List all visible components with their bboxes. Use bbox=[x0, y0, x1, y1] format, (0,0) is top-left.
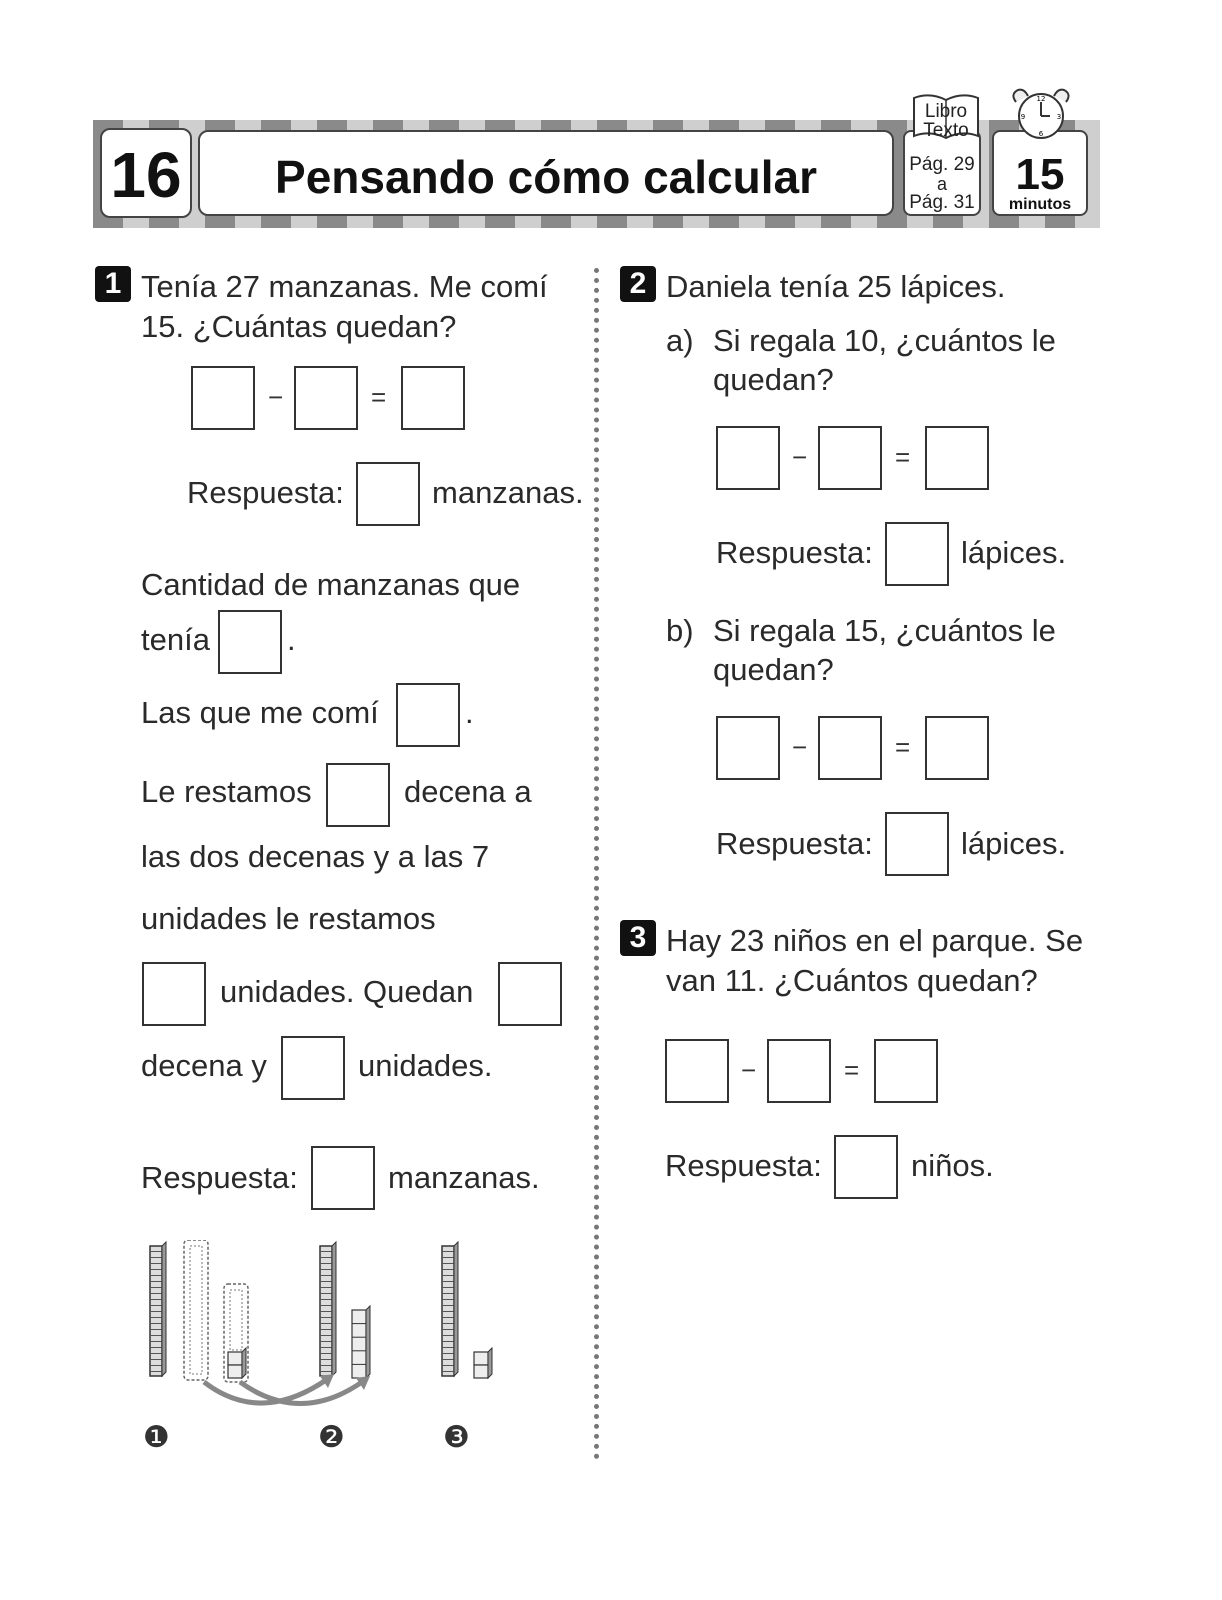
q3-minuend-box[interactable] bbox=[665, 1039, 729, 1103]
q3-equals: = bbox=[844, 1055, 860, 1085]
q2b-answer-label: Respuesta: bbox=[716, 826, 873, 861]
pages-a: a bbox=[936, 174, 947, 194]
q1-minuend-box[interactable] bbox=[191, 366, 255, 430]
q1-badge: 1 bbox=[95, 266, 131, 302]
q1-minus: − bbox=[268, 382, 284, 412]
q1-result-box[interactable] bbox=[401, 366, 465, 430]
q1-equals: = bbox=[371, 382, 387, 412]
pages-from: Pág. 29 bbox=[909, 154, 975, 175]
minutes-label: minutos bbox=[1008, 196, 1072, 213]
q2a-answer-unit: lápices. bbox=[961, 535, 1067, 570]
q1-answer2-label: Respuesta: bbox=[141, 1160, 298, 1195]
arrow-icon bbox=[204, 1380, 326, 1403]
alarm-clock-icon bbox=[1006, 86, 1076, 146]
step2-marker: ❷ bbox=[318, 1421, 345, 1454]
q2b-result-box[interactable] bbox=[925, 716, 989, 780]
q1-answer-box[interactable] bbox=[356, 462, 420, 526]
q2a-minuend-box[interactable] bbox=[716, 426, 780, 490]
q1-guide-unidades-end: unidades. bbox=[358, 1048, 493, 1083]
q2a-line2: quedan? bbox=[713, 362, 834, 397]
q1-guide-dot1: . bbox=[287, 622, 296, 657]
q2b-subtrahend-box[interactable] bbox=[818, 716, 882, 780]
pages-to: Pág. 31 bbox=[909, 192, 975, 213]
step3-ten-rod bbox=[442, 1242, 458, 1376]
q1-guide-decena-a: decena a bbox=[404, 774, 532, 809]
q2a-answer-label: Respuesta: bbox=[716, 535, 873, 570]
q1-answer2-unit: manzanas. bbox=[388, 1160, 540, 1195]
column-divider bbox=[594, 268, 599, 1460]
clock-6: 6 bbox=[1038, 130, 1044, 138]
title-card bbox=[198, 130, 894, 216]
q1-guide-tenia: tenía bbox=[141, 622, 210, 657]
q1-guide-line1: Cantidad de manzanas que bbox=[141, 567, 521, 602]
book-label-1: Libro bbox=[924, 101, 968, 122]
q2a-answer-box[interactable] bbox=[885, 522, 949, 586]
q2a-equals: = bbox=[895, 442, 911, 472]
clock-12: 12 bbox=[1036, 95, 1046, 103]
q2a-minus: − bbox=[792, 442, 808, 472]
q1-subtrahend-box[interactable] bbox=[294, 366, 358, 430]
q3-subtrahend-box[interactable] bbox=[767, 1039, 831, 1103]
q2a-line1: Si regala 10, ¿cuántos le bbox=[713, 323, 1056, 358]
step1-unit-cubes bbox=[224, 1284, 248, 1382]
q2b-minuend-box[interactable] bbox=[716, 716, 780, 780]
base-ten-blocks-illustration bbox=[140, 1240, 520, 1430]
q1-guide-unidades-quedan: unidades. Quedan bbox=[220, 974, 474, 1009]
step2-unit-cubes bbox=[352, 1306, 370, 1378]
q3-answer-unit: niños. bbox=[911, 1148, 994, 1183]
q1-guide-dot2: . bbox=[465, 695, 474, 730]
page-title: Pensando cómo calcular bbox=[275, 151, 817, 203]
q1-guide-decena-y: decena y bbox=[141, 1048, 267, 1083]
q2b-answer-box[interactable] bbox=[885, 812, 949, 876]
q3-text-line1: Hay 23 niños en el parque. Se bbox=[666, 923, 1084, 958]
clock-9: 9 bbox=[1020, 113, 1026, 121]
q1-text-line1: Tenía 27 manzanas. Me comí bbox=[141, 269, 548, 304]
q3-text-line2: van 11. ¿Cuántos quedan? bbox=[666, 963, 1038, 998]
q2b-label: b) bbox=[666, 613, 694, 648]
step1-dotted-ten-rod bbox=[184, 1240, 208, 1380]
q2a-subtrahend-box[interactable] bbox=[818, 426, 882, 490]
q2b-answer-unit: lápices. bbox=[961, 826, 1067, 861]
q2a-label: a) bbox=[666, 323, 694, 358]
q1-quedan-unidades-box[interactable] bbox=[281, 1036, 345, 1100]
step1-ten-rod bbox=[150, 1242, 166, 1376]
q2-badge: 2 bbox=[620, 266, 656, 302]
q1-unidades-box[interactable] bbox=[142, 962, 206, 1026]
q2b-line1: Si regala 15, ¿cuántos le bbox=[713, 613, 1056, 648]
q1-quedan-decena-box[interactable] bbox=[498, 962, 562, 1026]
q1-tenia-box[interactable] bbox=[218, 610, 282, 674]
q1-answer2-box[interactable] bbox=[311, 1146, 375, 1210]
step3-marker: ❸ bbox=[443, 1421, 470, 1454]
q1-text-line2: 15. ¿Cuántas quedan? bbox=[141, 309, 457, 344]
lesson-number: 16 bbox=[110, 139, 182, 211]
clock-3: 3 bbox=[1056, 113, 1062, 121]
q3-result-box[interactable] bbox=[874, 1039, 938, 1103]
q2a-result-box[interactable] bbox=[925, 426, 989, 490]
lesson-number-card bbox=[100, 128, 192, 218]
q3-answer-label: Respuesta: bbox=[665, 1148, 822, 1183]
q1-guide-comi: Las que me comí bbox=[141, 695, 379, 730]
q1-comi-box[interactable] bbox=[396, 683, 460, 747]
minutes-value: 15 bbox=[1015, 150, 1065, 199]
q1-guide-unidades-le: unidades le restamos bbox=[141, 901, 436, 936]
book-label-2: Texto bbox=[923, 120, 969, 141]
q1-guide-restamos: Le restamos bbox=[141, 774, 312, 809]
q2-intro: Daniela tenía 25 lápices. bbox=[666, 269, 1006, 304]
q3-answer-box[interactable] bbox=[834, 1135, 898, 1199]
q2b-equals: = bbox=[895, 732, 911, 762]
q1-answer-label: Respuesta: bbox=[187, 475, 344, 510]
q1-answer-unit: manzanas. bbox=[432, 475, 584, 510]
q3-minus: − bbox=[741, 1055, 757, 1085]
q2b-line2: quedan? bbox=[713, 652, 834, 687]
step3-unit-cubes bbox=[474, 1348, 492, 1378]
q3-badge: 3 bbox=[620, 920, 656, 956]
step1-marker: ❶ bbox=[143, 1421, 170, 1454]
step2-ten-rod bbox=[320, 1242, 336, 1376]
q2b-minus: − bbox=[792, 732, 808, 762]
q1-guide-dos-decenas: las dos decenas y a las 7 bbox=[141, 839, 490, 874]
q1-restamos-box[interactable] bbox=[326, 763, 390, 827]
